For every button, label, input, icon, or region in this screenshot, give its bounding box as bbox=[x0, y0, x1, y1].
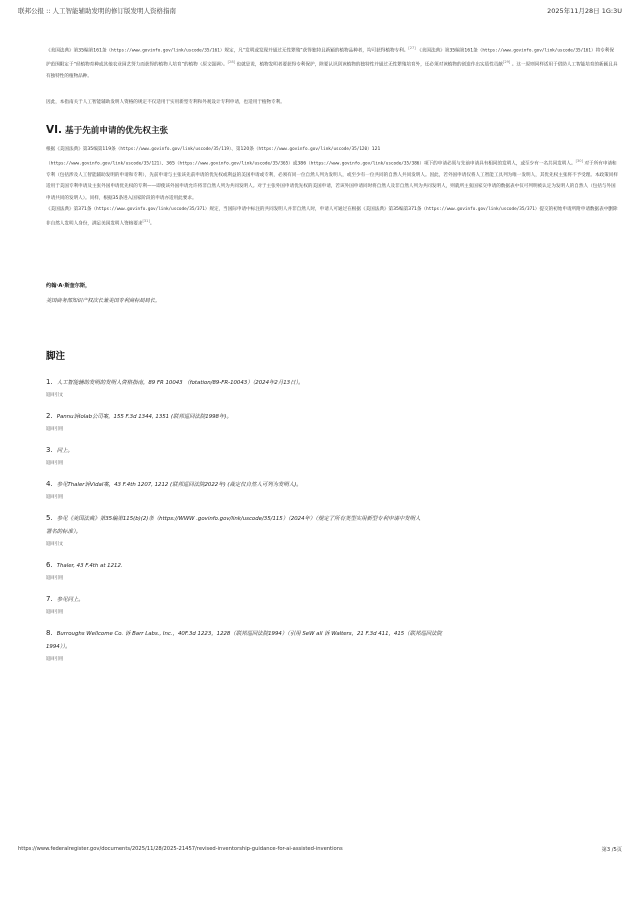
page-number: 第3 /5页 bbox=[601, 847, 622, 853]
paragraph-priority-claims bbox=[46, 144, 618, 204]
footnote-item bbox=[46, 593, 618, 615]
footnote-text bbox=[46, 593, 618, 607]
link-uscode-120[interactable]: https://www.govinfo.gov/link/uscode/35/120 bbox=[258, 147, 368, 153]
print-datetime: 2025年11月28日 1G:3U bbox=[547, 7, 622, 15]
link-uscode-386[interactable]: https://www.govinfo.gov/link/uscode/35/386 bbox=[310, 161, 420, 167]
footnote-item bbox=[46, 478, 618, 500]
back-to-citation-link[interactable]: 返回引用 bbox=[46, 656, 64, 662]
text-segment: 根据《美国法典》第35编第119条（ bbox=[46, 147, 121, 153]
link-uscode-371[interactable]: https://www.govinfo.gov/link/uscode/35/371 bbox=[96, 207, 205, 213]
text-segment: ）规定，当国际申请中标注的共同发明人并非自然人时，申请人可通过在根据《美国法典》第35编第371条（ bbox=[204, 207, 427, 213]
document-title: 联邦公报 :: 人工智能辅助发明的修订版发明人资格指南 bbox=[18, 7, 177, 15]
text-segment: ）121 bbox=[367, 147, 381, 153]
footnote-item bbox=[46, 559, 618, 581]
text-segment: 对于所有申请和专利（包括涉及人工智能辅助发明的申请和专利），先前申请与主张该先前申请的优先权或利益的美国申请或专利，必须有同一位自然人列为发明人，或至少有一位共同的自然人共同发明人。因此，若外国申请仅将人工智能工具列为唯一发明人，其优先权主张将不予受理。本政策同样适用于美国专利申请及主张外国申请优先权的专利——即使该外国申请允许将非自然人列为共同发明人。对于主张外国申请优先权的美国申请，若该外国申请同时将自然人及非自然人列为共同发明人，则就所主张国家交申请的数据表中仅可列明被认定为发明人的自然人（包括与外国申请共同的发明人）。同样，根据35条进入国家阶段的申请亦适用此要求。 bbox=[46, 161, 618, 201]
footnote-number: 4. bbox=[46, 479, 53, 488]
link-uscode-161[interactable]: https://www.govinfo.gov/link/uscode/35/161 bbox=[482, 48, 591, 54]
link-uscode-371[interactable]: https://www.govinfo.gov/link/uscode/35/371 bbox=[426, 207, 535, 213]
paragraph-pct-applications bbox=[46, 204, 618, 230]
footnote-item bbox=[46, 627, 618, 662]
link-uscode-161[interactable]: https://www.govinfo.gov/link/uscode/35/161 bbox=[111, 48, 220, 54]
footnote-body: Pannu诉Iolab公司案，155 F.3d 1344, 1351 (联邦巡回法院1998年)。 bbox=[56, 413, 232, 420]
footnote-text bbox=[46, 444, 618, 458]
text-segment: 《美国法典》第35编第161条（ bbox=[415, 48, 483, 54]
signatory-title: 美国商务部知识产权次长兼美国专利商标局局长。 bbox=[46, 297, 161, 304]
footnote-text bbox=[46, 478, 618, 492]
footnote-ref[interactable]: [29] bbox=[502, 60, 511, 65]
back-to-citation-link[interactable]: 返回引用 bbox=[46, 494, 64, 500]
main-content bbox=[46, 43, 618, 674]
print-header bbox=[18, 6, 622, 18]
footnote-body: Burroughs Wellcome Co. 诉 Barr Labs., Inc.，40F.3d 1223，1228（联邦巡回法院1994）（引用 SeW all 诉 Walters，21 F.3d 411，415（联邦巡回法院 bbox=[56, 630, 442, 637]
back-to-citation-link[interactable]: 返回引用 bbox=[46, 460, 64, 466]
footnote-list bbox=[46, 376, 618, 662]
footnote-number: 2. bbox=[46, 411, 53, 420]
text-segment: 也就是说，植物发明者要获得专利保护，除要认识到该植物的独特性并通过无性繁殖培育外，还必须对该植物的创造作出实质性贡献 bbox=[235, 62, 503, 68]
text-segment: 。这一原则同样适用于借助人工智能培育的新颖且具有独特性的植物品种。 bbox=[46, 62, 618, 80]
footnote-item bbox=[46, 444, 618, 466]
footnote-text-continued: 署名的标准）。 bbox=[46, 528, 82, 535]
text-segment: 《美国法典》第35编第161条（ bbox=[46, 48, 112, 54]
text-segment: 《美国法典》第371条（ bbox=[46, 207, 97, 213]
footnote-text bbox=[46, 512, 618, 526]
signatory-name: 约翰·A·斯奎尔斯， bbox=[46, 282, 91, 289]
text-segment: ）、第120条（ bbox=[229, 147, 259, 153]
back-to-citation-link[interactable]: 返回引用 bbox=[46, 575, 64, 581]
back-to-citation-link[interactable]: 返回引文 bbox=[46, 392, 64, 398]
print-footer bbox=[18, 846, 622, 856]
footnote-text bbox=[46, 559, 618, 573]
paragraph-conclusion: 因此，本指南关于人工智能辅助发明人资格的规定不仅适用于实用新型专利和外观设计专利申请，也适用于植物专利。 bbox=[46, 99, 285, 105]
footnote-text bbox=[46, 376, 618, 390]
text-segment: ）将专利保护范围限定于“经植物育种或其他农业园艺努力而获得的植物人培育”的植物（原文强调）。 bbox=[46, 48, 614, 68]
back-to-citation-link[interactable]: 返回引用 bbox=[46, 609, 64, 615]
footnote-number: 1. bbox=[46, 377, 53, 386]
text-segment: ）、365（ bbox=[159, 161, 180, 167]
footnote-item bbox=[46, 410, 618, 432]
footnote-body: 参见同上。 bbox=[56, 596, 84, 603]
footnote-number: 7. bbox=[46, 594, 53, 603]
footnote-item bbox=[46, 376, 618, 398]
footnote-text bbox=[46, 410, 618, 424]
text-segment: （ bbox=[46, 161, 51, 167]
section-title: 基于先前申请的优先权主张 bbox=[62, 126, 169, 137]
text-segment: ）提交的初始申请所附申请数据表中删除非自然人发明人身份，满足美国发明人资格要求 bbox=[46, 207, 618, 227]
text-segment: 。 bbox=[149, 221, 155, 227]
text-segment: ）或386（ bbox=[288, 161, 311, 167]
section-heading bbox=[46, 124, 618, 136]
page-url: https://www.federalregister.gov/documents/2025/11/28/2025-21457/revised-inventorship-guidance-for-ai-assisted-inventions bbox=[18, 846, 343, 852]
link-uscode-121[interactable]: https://www.govinfo.gov/link/uscode/35/121 bbox=[50, 161, 160, 167]
link-uscode-119[interactable]: https://www.govinfo.gov/link/uscode/35/119 bbox=[120, 147, 229, 153]
link-uscode-365[interactable]: https://www.govinfo.gov/link/uscode/35/365 bbox=[179, 161, 289, 167]
section-number: VI. bbox=[46, 124, 63, 137]
paragraph-plant-patents bbox=[46, 43, 618, 83]
footnote-number: 8. bbox=[46, 628, 53, 637]
footnote-item bbox=[46, 512, 618, 547]
footnote-number: 3. bbox=[46, 445, 53, 454]
back-to-citation-link[interactable]: 返回引文 bbox=[46, 541, 64, 547]
footnotes-heading: 脚注 bbox=[46, 350, 66, 362]
footnote-ref[interactable]: [28] bbox=[227, 60, 236, 65]
footnote-text bbox=[46, 627, 618, 641]
footnote-ref[interactable]: [27] bbox=[408, 46, 416, 50]
text-segment: ）项下的申请必须与先前申请具有相同的发明人，或至少有一名共同发明人。 bbox=[419, 161, 576, 167]
footnote-number: 5. bbox=[46, 513, 53, 522]
footnote-text-continued: 1994））。 bbox=[46, 643, 71, 650]
text-segment: ）规定，凡“发明或发现并通过无性繁殖”获得独特且新颖的植物品种者，均可获得植物专利。 bbox=[219, 48, 409, 54]
footnote-body: 同上。 bbox=[56, 447, 73, 454]
footnote-body: 参见Thaler诉Vidal案，43 F.4th 1207, 1212 (联邦巡回法院2022年) (裁定仅自然人可列为发明人)。 bbox=[56, 481, 302, 488]
footnote-number: 6. bbox=[46, 560, 53, 569]
footnote-body: 人工智能辅助发明的发明人资格指南，89 FR 10043 （fotation/89-FR-10043）（2024年2月13日）。 bbox=[56, 379, 304, 386]
footnote-ref[interactable]: [31] bbox=[142, 218, 150, 223]
footnote-body: 参见《美国法典》第35编第115(b)(2)条（https://WWW .govinfo.gov/link/uscode/35/115）（2024年）（规定了所有类型实用新型专利申请中发明人 bbox=[56, 515, 421, 522]
footnote-body: Thaler, 43 F.4th at 1212. bbox=[56, 562, 123, 569]
back-to-citation-link[interactable]: 返回引用 bbox=[46, 426, 64, 432]
footnote-ref[interactable]: [30] bbox=[575, 158, 583, 163]
